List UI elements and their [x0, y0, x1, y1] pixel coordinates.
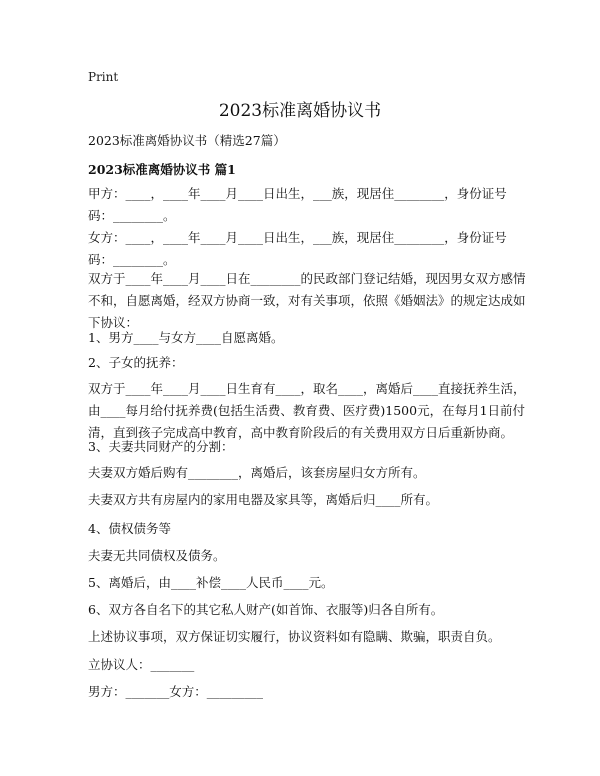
paragraph-clause-4: 4、债权债务等: [88, 521, 171, 536]
paragraph-clause-3: 3、夫妻共同财产的分割：: [88, 439, 234, 454]
paragraph-child-support: 双方于____年____月____日生育有____，取名____，离婚后____直接抚养生活，由____每月给付抚养费(包括生活费、教育费、医疗费)1500元，在每月1日前付清，直到孩子完成高中教育，高中教育阶段后的有关费用双方日后重新协商。: [88, 381, 526, 440]
document-title: 2023标准离婚协议书: [218, 101, 382, 121]
print-label: Print: [88, 70, 119, 84]
paragraph-clause-6: 6、双方各自名下的其它私人财产(如首饰、衣服等)归各自所有。: [88, 602, 444, 617]
paragraph-clause-2: 2、子女的抚养：: [88, 355, 184, 370]
paragraph-clause-1: 1、男方____与女方____自愿离婚。: [88, 330, 284, 345]
paragraph-marriage-intro: 双方于____年____月____日在________的民政部门登记结婚，现因男女双方感情不和，自愿离婚，经双方协商一致，对有关事项，依照《婚姻法》的规定达成如下协议：: [88, 271, 526, 330]
paragraph-party-b: 女方：____，____年____月____日出生，___族，现居住________，身份证号码：________。: [88, 230, 507, 267]
paragraph-no-debt: 夫妻无共同债权及债务。: [88, 548, 226, 563]
paragraph-signatory: 立协议人：_______: [88, 657, 195, 672]
paragraph-house: 夫妻双方婚后购有________，离婚后，该套房屋归女方所有。: [88, 465, 426, 480]
document-subtitle: 2023标准离婚协议书（精选27篇）: [88, 133, 286, 148]
paragraph-guarantee: 上述协议事项，双方保证切实履行，协议资料如有隐瞒、欺骗，职责自负。: [88, 629, 501, 644]
paragraph-party-a: 甲方：____，____年____月____日出生，___族，现居住________，身份证号码：________。: [88, 186, 507, 223]
paragraph-clause-5: 5、离婚后，由____补偿____人民币____元。: [88, 575, 334, 590]
paragraph-signatures: 男方：_______女方：_________: [88, 684, 264, 699]
section-title: 2023标准离婚协议书 篇1: [88, 162, 236, 177]
paragraph-furniture: 夫妻双方共有房屋内的家用电器及家具等，离婚后归____所有。: [88, 492, 439, 507]
